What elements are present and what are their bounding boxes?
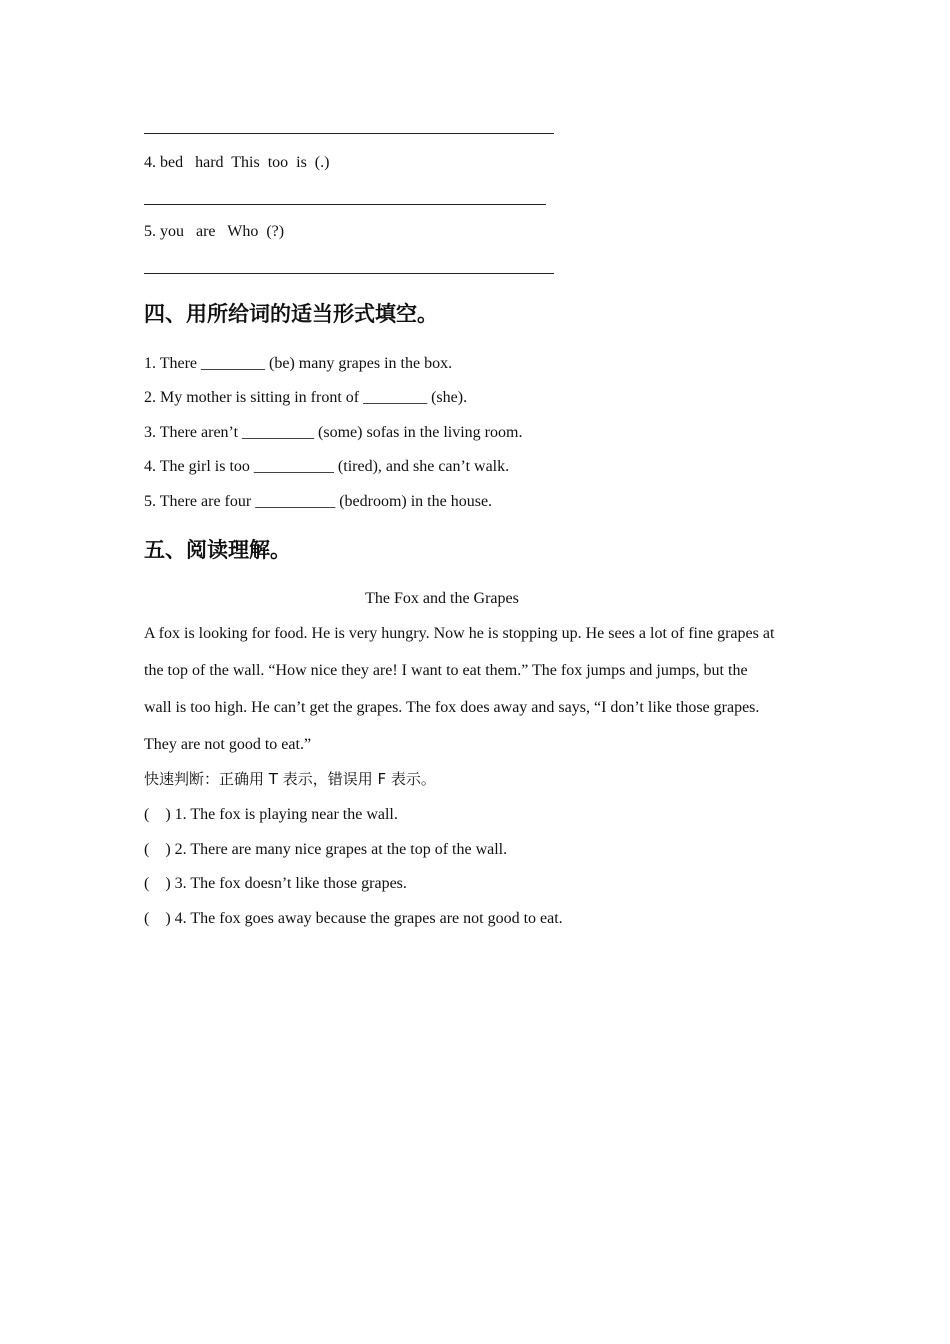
question-2: ( ) 2. There are many nice grapes at the top of the wall. [144,841,508,858]
instruction: 快速判断：正确用 T 表示，错误用 F 表示。 [144,770,436,788]
section-4-heading: 四、用所给词的适当形式填空。 [144,302,438,326]
passage-line-3: wall is too high. He can’t get the grapes. The fox does away and says, “I don’t like those grapes. [144,699,760,716]
story-title: The Fox and the Grapes [365,590,519,607]
scramble-item-5: 5. you are Who (?) [144,223,285,240]
answer-line-4 [144,204,546,205]
answer-line-3 [144,133,554,134]
question-4: ( ) 4. The fox goes away because the grapes are not good to eat. [144,910,563,927]
fill-item-2: 2. My mother is sitting in front of ________ (she). [144,389,468,406]
fill-item-1: 1. There ________ (be) many grapes in the box. [144,355,453,372]
scramble-item-4: 4. bed hard This too is (.) [144,154,330,171]
fill-item-3: 3. There aren’t _________ (some) sofas in the living room. [144,424,523,441]
question-3: ( ) 3. The fox doesn’t like those grapes. [144,875,407,892]
passage-line-4: They are not good to eat.” [144,736,312,753]
passage-line-1: A fox is looking for food. He is very hungry. Now he is stopping up. He sees a lot of fine grapes at [144,625,775,642]
fill-item-5: 5. There are four __________ (bedroom) in the house. [144,493,493,510]
passage-line-2: the top of the wall. “How nice they are! I want to eat them.” The fox jumps and jumps, but the [144,662,748,679]
section-5-heading: 五、阅读理解。 [144,538,291,562]
fill-item-4: 4. The girl is too __________ (tired), and she can’t walk. [144,458,510,475]
question-1: ( ) 1. The fox is playing near the wall. [144,806,398,823]
answer-line-5 [144,273,554,274]
